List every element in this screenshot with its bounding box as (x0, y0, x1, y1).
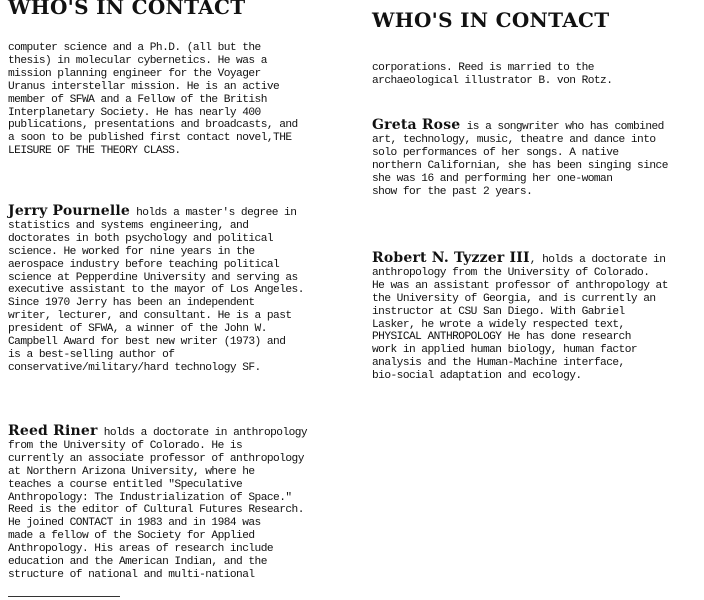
text-line: northern Californian, she has been singing since (372, 159, 668, 172)
text-line: executive assistant to the mayor of Los Angeles. (8, 284, 304, 297)
continued-bio-paragraph (8, 42, 353, 158)
text-line: PHYSICAL ANTHROPOLOGY He has done research (372, 331, 631, 344)
text-line: writer, lecturer, and consultant. He is a past (8, 310, 292, 323)
text-line: she was 16 and performing her one-woman (372, 172, 613, 185)
text-line: archaeological illustrator B. von Rotz. (372, 74, 613, 87)
left-page-heading: WHO'S IN CONTACT (8, 0, 246, 19)
text-line: made a fellow of the Society for Applied (8, 530, 255, 543)
text-fragment: holds a doctorate in anthropology (97, 427, 308, 439)
text-line: currently an associate professor of anthropology (8, 452, 304, 465)
text-line: art, technology, music, theatre and dance into (372, 133, 656, 146)
text-line: corporations. Reed is married to the (372, 62, 594, 74)
text-line: LEISURE OF THE THEORY CLASS. (8, 145, 181, 158)
text-line: computer science and a Ph.D. (all but the (8, 42, 261, 54)
text-line: anthropology from the University of Colorado. (372, 266, 650, 279)
text-line: statistics and systems engineering, and (8, 219, 249, 232)
text-line: Lasker, he wrote a widely respected text, (372, 318, 625, 331)
text-line: aerospace industry before teaching political (8, 258, 280, 271)
text-line: president of SFWA, a winner of the John W. (8, 323, 267, 336)
text-line: science. He worked for nine years in the (8, 245, 255, 258)
right-page-heading: WHO'S IN CONTACT (372, 8, 610, 32)
text-fragment: , holds a doctorate in (529, 254, 666, 266)
text-line: publications, presentations and broadcasts, and (8, 119, 298, 132)
bio-robert-tyzzer (372, 252, 704, 383)
text-line: conservative/military/hard technology SF. (8, 361, 261, 374)
text-line: at Northern Arizona University, where he (8, 465, 255, 478)
text-line: Anthropology: The Industrialization of Space." (8, 491, 292, 504)
text-line: science at Pepperdine University and serving as (8, 271, 298, 284)
text-line: Campbell Award for best new writer (1973) and (8, 336, 286, 349)
text-line: teaches a course entitled "Speculative (8, 478, 243, 491)
page-bottom-rule (8, 596, 120, 597)
text-line: Anthropology. His areas of research include (8, 543, 274, 556)
bio-first-line (372, 252, 704, 267)
text-line: Since 1970 Jerry has been an independent (8, 297, 255, 310)
text-line: analysis and the Human-Machine interface, (372, 357, 625, 370)
bio-name: Robert N. Tyzzer III (372, 250, 530, 266)
text-line: structure of national and multi-national (8, 568, 255, 581)
bio-name: Greta Rose (372, 117, 461, 133)
text-line: mission planning engineer for the Voyager (8, 67, 261, 80)
text-line: Uranus interstellar mission. He is an active (8, 80, 280, 93)
text-line: is a best-selling author of (8, 348, 175, 361)
text-line: solo performances of her songs. A native (372, 146, 619, 159)
text-line: Reed is the editor of Cultural Futures Research. (8, 504, 304, 517)
text-line: doctorates in both psychology and political (8, 232, 274, 245)
text-line: instructor at CSU San Diego. With Gabriel (372, 305, 625, 318)
text-line: from the University of Colorado. He is (8, 439, 243, 452)
text-line: work in applied human biology, human factor (372, 344, 638, 357)
text-fragment: is a songwriter who has combined (460, 121, 664, 133)
text-line: education and the American Indian, and the (8, 556, 267, 569)
bio-first-line (372, 119, 704, 134)
bio-greta-rose (372, 119, 704, 198)
text-line: a soon to be published first contact novel,THE (8, 132, 292, 145)
bio-first-line (8, 205, 353, 220)
bio-first-line (8, 425, 353, 440)
text-line: member of SFWA and a Fellow of the British (8, 93, 267, 106)
text-line: Interplanetary Society. He has nearly 400 (8, 106, 261, 119)
text-line: He joined CONTACT in 1983 and in 1984 was (8, 517, 261, 530)
text-fragment: holds a master's degree in (129, 207, 297, 219)
text-line: the University of Georgia, and is currently an (372, 292, 656, 305)
text-line: He was an assistant professor of anthropology at (372, 279, 668, 292)
bio-name: Reed Riner (8, 423, 98, 439)
text-line: bio-social adaptation and ecology. (372, 370, 582, 383)
bio-reed-riner (8, 425, 353, 582)
continued-bio-paragraph (372, 62, 704, 88)
bio-name: Jerry Pournelle (8, 203, 130, 219)
text-line: thesis) in molecular cybernetics. He was a (8, 54, 267, 67)
text-line: show for the past 2 years. (372, 185, 533, 198)
bio-jerry-pournelle (8, 205, 353, 375)
